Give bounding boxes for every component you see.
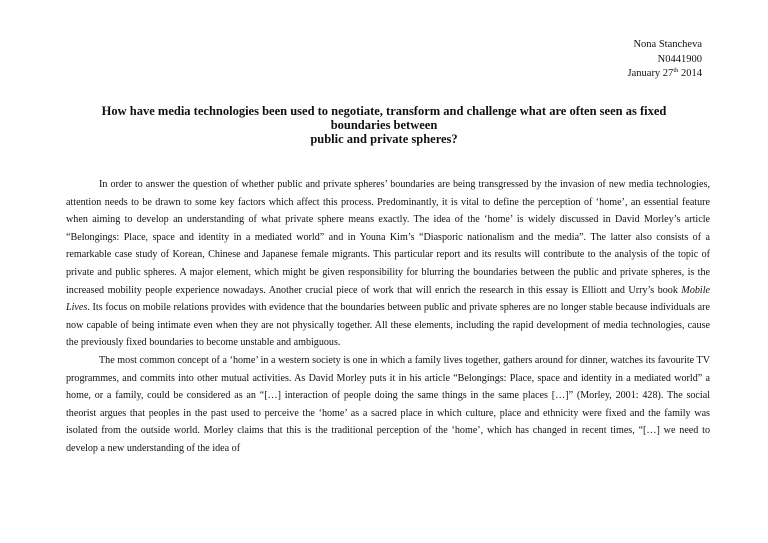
document-date	[628, 67, 702, 82]
essay-body	[66, 176, 710, 458]
paragraph-1-text-b: . Its focus on mobile relations provides with evidence that the boundaries between public and private spheres are no longer stable because individuals are now capable of being intimate even when they are not physically together. All these elements, including the rapid development of media technologies, cause the previously fixed boundaries to become unstable and ambiguous.	[66, 302, 710, 349]
title-line-2: boundaries between	[330, 118, 438, 132]
author-header	[628, 38, 702, 82]
book-title-italic: Mobile Lives	[66, 284, 710, 314]
author-name: Nona Stancheva	[633, 39, 702, 50]
essay-title	[40, 104, 728, 146]
date-month-day: January 27	[627, 68, 674, 79]
paragraph-2: The most common concept of a ‘home’ in a western society is one in which a family lives together, gathers around for dinner, watches its favourite TV programmes, and commits into other mutual activities. As David Morley puts it in his article “Belongings: Place, space and identity in a mediated world” a home, or a family, could be considered as an “[…] interaction of people doing the same things in the same places […]” (Morley, 2001: 428). The social theorist argues that peoples in the past used to perceive the ‘home’ as a sacred place in which culture, place and ethnicity were fixed and the family was isolated from the outside world. Morley claims that this is the traditional perception of the ‘home’, which has changed in recent times, “[…] we need to develop a new understanding of the idea of	[66, 354, 710, 454]
date-ordinal-suffix: th	[673, 67, 679, 74]
student-id: N0441900	[657, 53, 702, 65]
paragraph-1	[66, 176, 710, 352]
title-line-1: How have media technologies been used to negotiate, transform and challenge what are often seen as fixed	[101, 104, 667, 118]
date-year: 2014	[678, 68, 702, 79]
title-line-3: public and private spheres?	[310, 132, 458, 146]
paragraph-1-text-a: In order to answer the question of whether public and private spheres’ boundaries are being transgressed by the invasion of new media technologies, attention needs to be drawn to some key factors which affect this process. Predominantly, it is vital to define the perception of ‘home’, an essential feature when aiming to develop an understanding of what private sphere means exactly. The idea of the ‘home’ is widely discussed in David Morley’s article “Belongings: Place, space and identity in a mediated world” and in Youna Kim’s “Diasporic nationalism and the media”. The latter also consists of a remarkable case study of Korean, Chinese and Japanese female migrants. This particular report and its results will contribute to the analysis of the topic of private and public spheres. A major element, which might be given responsibility for blurring the boundaries between the public and private spheres, is the increased mobility people experience nowadays. Another crucial piece of work that will enrich the research in this essay is Elliott and Urry’s book	[66, 179, 710, 296]
